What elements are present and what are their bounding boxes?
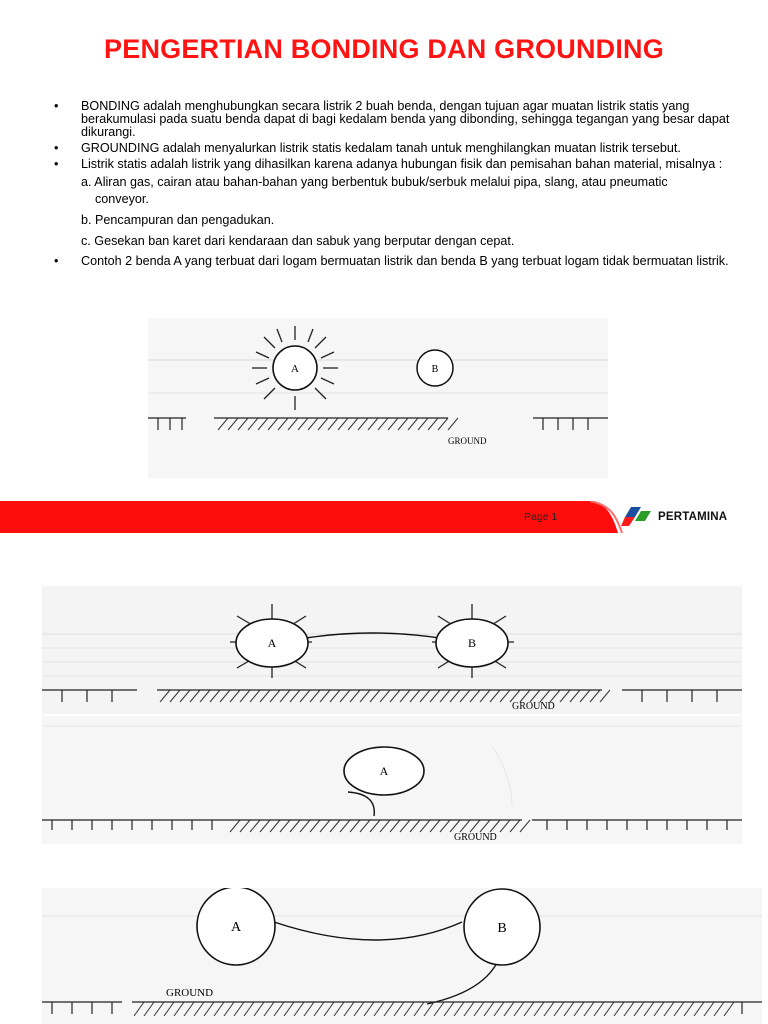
- bullet-item: [54, 142, 744, 155]
- slide-title: PENGERTIAN BONDING DAN GROUNDING: [104, 34, 664, 64]
- diagram-bonded-and-grounded: [42, 888, 762, 1024]
- ground-label: GROUND: [512, 701, 555, 712]
- page-number: Page 1: [524, 511, 558, 523]
- sub-item-a: a. Aliran gas, cairan atau bahan-bahan yang berbentuk bubuk/serbuk melalui pipa, slang, atau pneumatic: [81, 175, 668, 189]
- bullet-marker: •: [54, 254, 59, 268]
- label-b: B: [431, 364, 439, 375]
- label-a: A: [379, 764, 389, 778]
- bullet-text: Listrik statis adalah listrik yang dihasilkan karena adanya hubungan fisik dan pemisahan bahan material, misalnya :: [81, 157, 723, 171]
- bullet-item: [54, 100, 744, 139]
- sub-item-a-cont: conveyor.: [95, 192, 149, 206]
- label-a: A: [291, 363, 299, 375]
- ground-label: GROUND: [166, 987, 214, 999]
- diagram-grounded-sphere: [42, 716, 742, 844]
- sub-item-c: c. Gesekan ban karet dari kendaraan dan sabuk yang berputar dengan cepat.: [81, 234, 515, 248]
- label-a: A: [267, 636, 277, 650]
- bullet-text: BONDING adalah menghubungkan secara listrik 2 buah benda, dengan tujuan agar muatan listrik statis yang berakumulasi pada suatu benda dapat di bagi kedalam benda yang dibonding, sehingga tegangan yang besar dapat dikurangi.: [81, 99, 730, 139]
- bullet-marker: •: [54, 157, 59, 171]
- ground-label: GROUND: [448, 436, 487, 446]
- label-a: A: [230, 920, 242, 935]
- label-b: B: [497, 921, 507, 936]
- bullet-item: [54, 158, 744, 171]
- brand-name: PERTAMINA: [658, 511, 728, 523]
- label-b: B: [467, 636, 477, 650]
- bullet-item: [54, 255, 744, 268]
- diagram-bonded-spheres: [42, 586, 742, 714]
- pertamina-logo-icon: [621, 505, 653, 532]
- bullet-marker: •: [54, 141, 59, 155]
- bullet-text: GROUNDING adalah menyalurkan listrik statis kedalam tanah untuk menghilangkan muatan listrik tersebut.: [81, 141, 681, 155]
- bullet-text: Contoh 2 benda A yang terbuat dari logam bermuatan listrik dan benda B yang terbuat logam tidak bermuatan listrik.: [81, 254, 729, 268]
- bullet-marker: •: [54, 99, 59, 113]
- sub-item-b: b. Pencampuran dan pengadukan.: [81, 213, 275, 227]
- bullet-list: [54, 100, 744, 271]
- diagram-separated-spheres: [148, 318, 608, 478]
- ground-label: GROUND: [454, 832, 497, 843]
